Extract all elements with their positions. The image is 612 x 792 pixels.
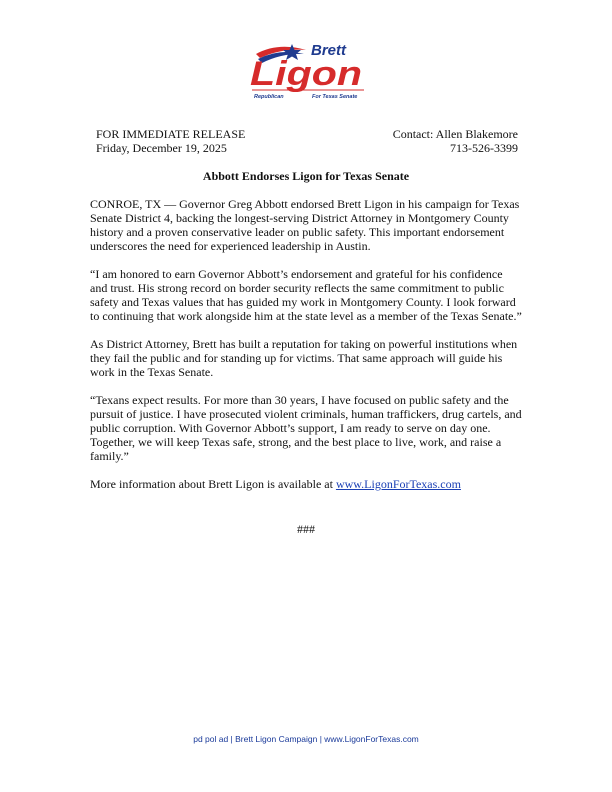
footer-disclaimer: pd pol ad | Brett Ligon Campaign | www.LigonForTexas.com — [193, 734, 419, 744]
paragraph-quote-2: “Texans expect results. For more than 30 years, I have focused on public safety and the pursuit of justice. I have prosecuted violent criminals, human traffickers, drug cartels, and public corruption. With Governor Abbott’s support, I am ready to serve on day one. Together, we will keep Texas safe, strong, and the best place to live, work, and raise a family.” — [90, 393, 522, 463]
logo-tag-right: For Texas Senate — [312, 94, 358, 100]
release-label: FOR IMMEDIATE RELEASE — [96, 127, 246, 141]
website-link[interactable]: www.LigonForTexas.com — [335, 477, 461, 491]
contact-name: Contact: Allen Blakemore — [392, 127, 518, 141]
logo-last-name: Ligon — [250, 55, 362, 93]
press-release-body — [90, 197, 522, 505]
more-info-text: More information about Brett Ligon is available at — [90, 477, 336, 491]
ligon-logo-graphic — [248, 38, 368, 102]
contact-phone: 713-526-3399 — [450, 141, 518, 155]
headline: Abbott Endorses Ligon for Texas Senate — [202, 169, 410, 183]
paragraph-background: As District Attorney, Brett has built a reputation for taking on powerful institutions when they fail the public and for standing up for victims. That same approach will guide his work in the Texas Senate. — [90, 337, 518, 379]
contact-info — [393, 127, 518, 155]
paragraph-quote-1: “I am honored to earn Governor Abbott’s endorsement and grateful for his confidence and trust. His strong record on border security reflects the same commitment to public safety and Texas values that has guided my work in Montgomery County. I look forward to continuing that work alongside him at the state level as a member of the Texas Senate.” — [90, 267, 522, 323]
release-date: Friday, December 19, 2025 — [96, 141, 227, 155]
end-mark: ### — [297, 522, 315, 536]
release-info — [96, 127, 245, 155]
campaign-logo — [248, 38, 368, 102]
logo-first-name: Brett — [311, 42, 347, 59]
paragraph-intro: CONROE, TX — Governor Greg Abbott endorsed Brett Ligon in his campaign for Texas Senate District 4, backing the longest-serving District Attorney in Montgomery County history and a proven conservative leader on public safety. This important endorsement underscores the need for experienced leadership in Austin. — [90, 197, 520, 253]
paragraph-more-info — [90, 477, 522, 491]
logo-tag-left: Republican — [254, 94, 284, 100]
